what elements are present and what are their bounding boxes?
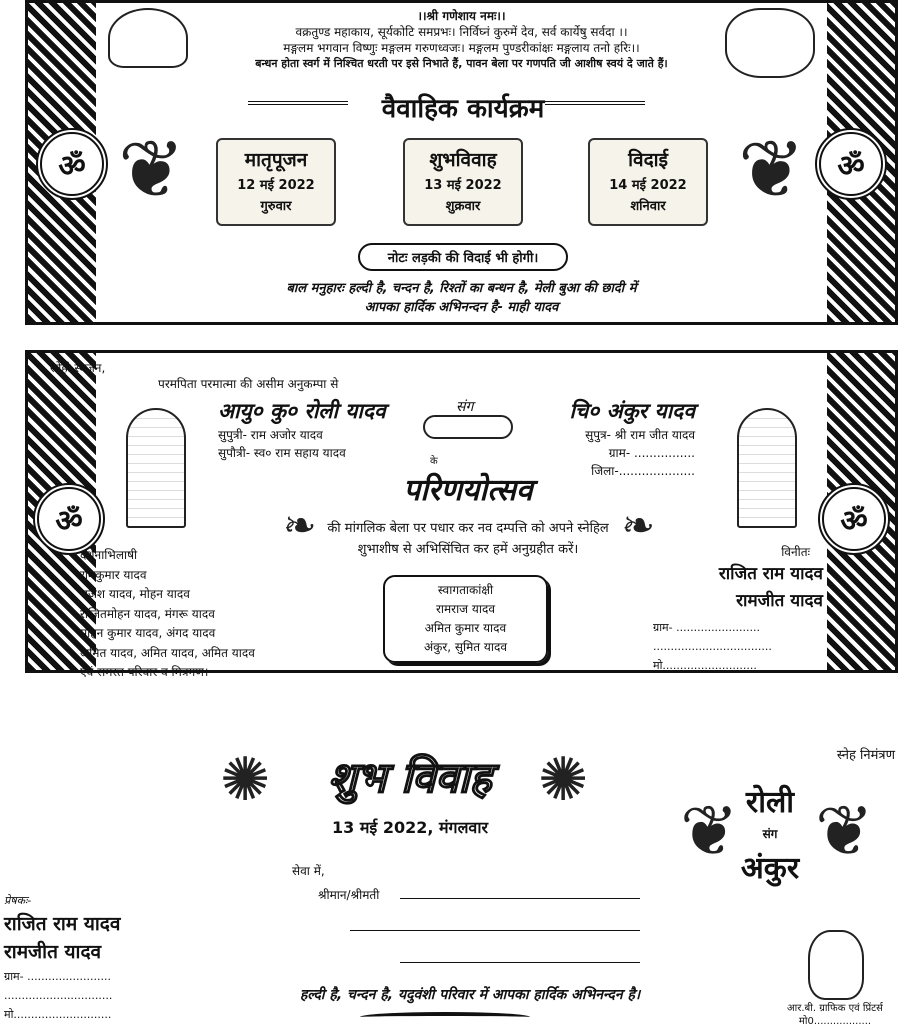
tagline: हल्दी है, चन्दन है, यदुवंशी परिवार में आपका हार्दिक अभिनन्दन है।	[300, 987, 641, 1003]
address-line: ग्राम- ........................	[653, 621, 761, 634]
event-day: शनिवार	[630, 199, 666, 214]
vinit-label: विनीतः	[781, 545, 810, 559]
event-date: 12 मई 2022	[237, 178, 315, 193]
envelope-title: शुभ विवाह	[328, 753, 492, 802]
intro: परमपिता परमात्मा की असीम अनुकम्पा से	[158, 377, 339, 391]
address-line: मो............................	[4, 1008, 112, 1021]
address-line: ...............................	[4, 989, 113, 1002]
shloka-line: मङ्गलम भगवान विष्णुः मङ्गलम गरुणध्वजः। मङ्गलम पुण्डरीकांक्षः मङ्गलाय तनो हरिः।।	[283, 41, 640, 55]
peacock-icon: ❦	[737, 123, 805, 216]
message-line: शुभाशीष से अभिसिंचित कर हमें अनुग्रहीत करें।	[357, 542, 579, 557]
bride-details	[218, 426, 346, 462]
vinit-names	[719, 561, 823, 615]
list-item: रामकुमार यादव	[80, 567, 147, 582]
event-scroll	[588, 138, 708, 226]
address-line[interactable]	[350, 930, 640, 931]
paisley-icon: ❧	[283, 503, 317, 549]
message	[258, 518, 678, 560]
kalash-icon	[808, 930, 864, 1000]
list-item: राजेश यादव, मोहन यादव	[80, 587, 190, 601]
greeting: स्नेही स्वजन,	[50, 361, 106, 375]
bal-manuhar	[28, 279, 895, 317]
joined-hands-icon	[423, 415, 513, 439]
vinit-address	[653, 618, 772, 675]
invitation-card	[25, 350, 898, 679]
bal-manuhar-line: बाल मनुहारः हल्दी है, चन्दन है, रिश्तों का बन्धन है, मेली बुआ की छादी में	[286, 281, 637, 296]
couple-names	[725, 780, 815, 887]
event-date: 13 मई 2022	[424, 178, 502, 193]
groom-short-name: अंकुर	[740, 851, 800, 886]
groom-line: ग्राम- ................	[608, 446, 695, 460]
printer-name: आर.बी. ग्राफिक एवं प्रिंटर्स	[787, 1003, 883, 1014]
sender-name: राजित राम यादव	[4, 913, 121, 935]
mandala-icon: ✺	[220, 745, 271, 815]
event-date: 14 मई 2022	[609, 178, 687, 193]
address-line[interactable]	[400, 962, 640, 963]
list-item: दर्शनाभिलाषी	[80, 548, 138, 562]
list-item: अंकुर, सुमित यादव	[423, 640, 508, 654]
list-item: मोहन कुमार यादव, अंगद यादव	[80, 626, 216, 640]
sender-names	[4, 910, 120, 966]
bride-name: आयु० कु० रोली यादव	[218, 399, 386, 423]
swagat-box	[383, 575, 548, 663]
list-item: राजितमोहन यादव, मंगरू यादव	[80, 606, 215, 621]
om-icon: ॐ	[36, 128, 108, 200]
groom-line: जिला-....................	[591, 464, 695, 478]
event-day: गुरुवार	[260, 199, 292, 214]
leaf-wreath-icon: ❦	[815, 790, 874, 872]
invocation: ।।श्री गणेशाय नमः।।	[417, 9, 506, 23]
shloka-line: वक्रतुण्ड महाकाय, सूर्यकोटि समप्रभः। निर्विघ्नं कुरुमें देव, सर्व कार्येषु सर्वदा ।।	[295, 25, 628, 39]
address-line: ग्राम- ........................	[4, 970, 112, 983]
shriman-label: श्रीमान/श्रीमती	[318, 888, 380, 902]
swoosh-divider	[360, 1012, 530, 1022]
bride-short-name: रोली	[745, 785, 795, 820]
address-line[interactable]	[400, 898, 640, 899]
bal-manuhar-line: आपका हार्दिक अभिनन्दन है- माही यादव	[364, 300, 559, 315]
sang-label: संग	[762, 827, 778, 841]
om-icon: ॐ	[815, 128, 887, 200]
printer-mobile: मो0..................	[798, 1016, 872, 1027]
event-scroll	[403, 138, 523, 226]
darshanabhilashi-list	[80, 546, 255, 683]
list-item: रामराज यादव	[435, 602, 496, 616]
sender-name: रामजीत यादव	[4, 941, 102, 963]
message-line: की मांगलिक बेला पर पधार कर नव दम्पत्ति को अपने स्नेहिल	[327, 521, 609, 536]
groom-details	[585, 426, 695, 480]
mandala-icon: ✺	[538, 745, 589, 815]
sneh-nimantran: स्नेह निमंत्रण	[836, 748, 895, 763]
address-line: मो...........................	[653, 659, 757, 672]
event-title: परिणयोत्सव	[403, 473, 533, 508]
seva-label: सेवा में,	[292, 864, 325, 878]
paisley-icon: ❧	[621, 503, 655, 549]
event-name: मातृपूजन	[244, 149, 308, 171]
note-box: नोटः लड़की की विदाई भी होगी।	[358, 243, 568, 271]
list-item: एवं समस्त परिवार व मित्रगण।	[80, 665, 209, 679]
program-heading: वैवाहिक कार्यक्रम	[381, 94, 545, 124]
list-item: स्वागताकांक्षी	[437, 583, 494, 597]
address-line: ..................................	[653, 640, 772, 653]
leaf-wreath-icon: ❦	[680, 790, 739, 872]
vinit-name: रामजीत यादव	[736, 591, 823, 611]
om-icon: ॐ	[818, 483, 890, 555]
vinit-name: राजित राम यादव	[718, 564, 823, 584]
sender-address	[4, 967, 112, 1024]
event-name: शुभविवाह	[429, 149, 497, 171]
groom-name: चि० अंकुर यादव	[569, 399, 695, 423]
bride-line: सुपुत्री- राम अजोर यादव	[218, 428, 323, 442]
printer-info	[770, 1002, 900, 1028]
event-name: विदाई	[628, 149, 668, 171]
groom-line: सुपुत्र- श्री राम जीत यादव	[585, 428, 695, 442]
couple-illustration	[126, 408, 186, 528]
shloka-line: बन्धन होता स्वर्ग में निश्चित धरती पर इसे निभाते हैं, पावन बेला पर गणपति जी आशीष स्वयं दे जाते हैं।	[255, 57, 668, 70]
bride-line: सुपौत्री- स्व० राम सहाय यादव	[218, 446, 346, 460]
ke-label: के	[430, 456, 438, 467]
shloka	[28, 24, 895, 72]
couple-illustration	[737, 408, 797, 528]
peacock-icon: ❦	[118, 123, 186, 216]
om-icon: ॐ	[33, 483, 105, 555]
list-item: अमित कुमार यादव	[424, 621, 507, 635]
sender-label: प्रेषकः-	[4, 894, 32, 907]
sang-label: संग	[456, 399, 474, 415]
envelope-date: 13 मई 2022, मंगलवार	[331, 818, 489, 837]
program-card	[25, 0, 898, 325]
list-item: अमित यादव, अमित यादव, अमित यादव	[80, 645, 255, 660]
event-scroll	[216, 138, 336, 226]
event-day: शुक्रवार	[445, 199, 481, 214]
